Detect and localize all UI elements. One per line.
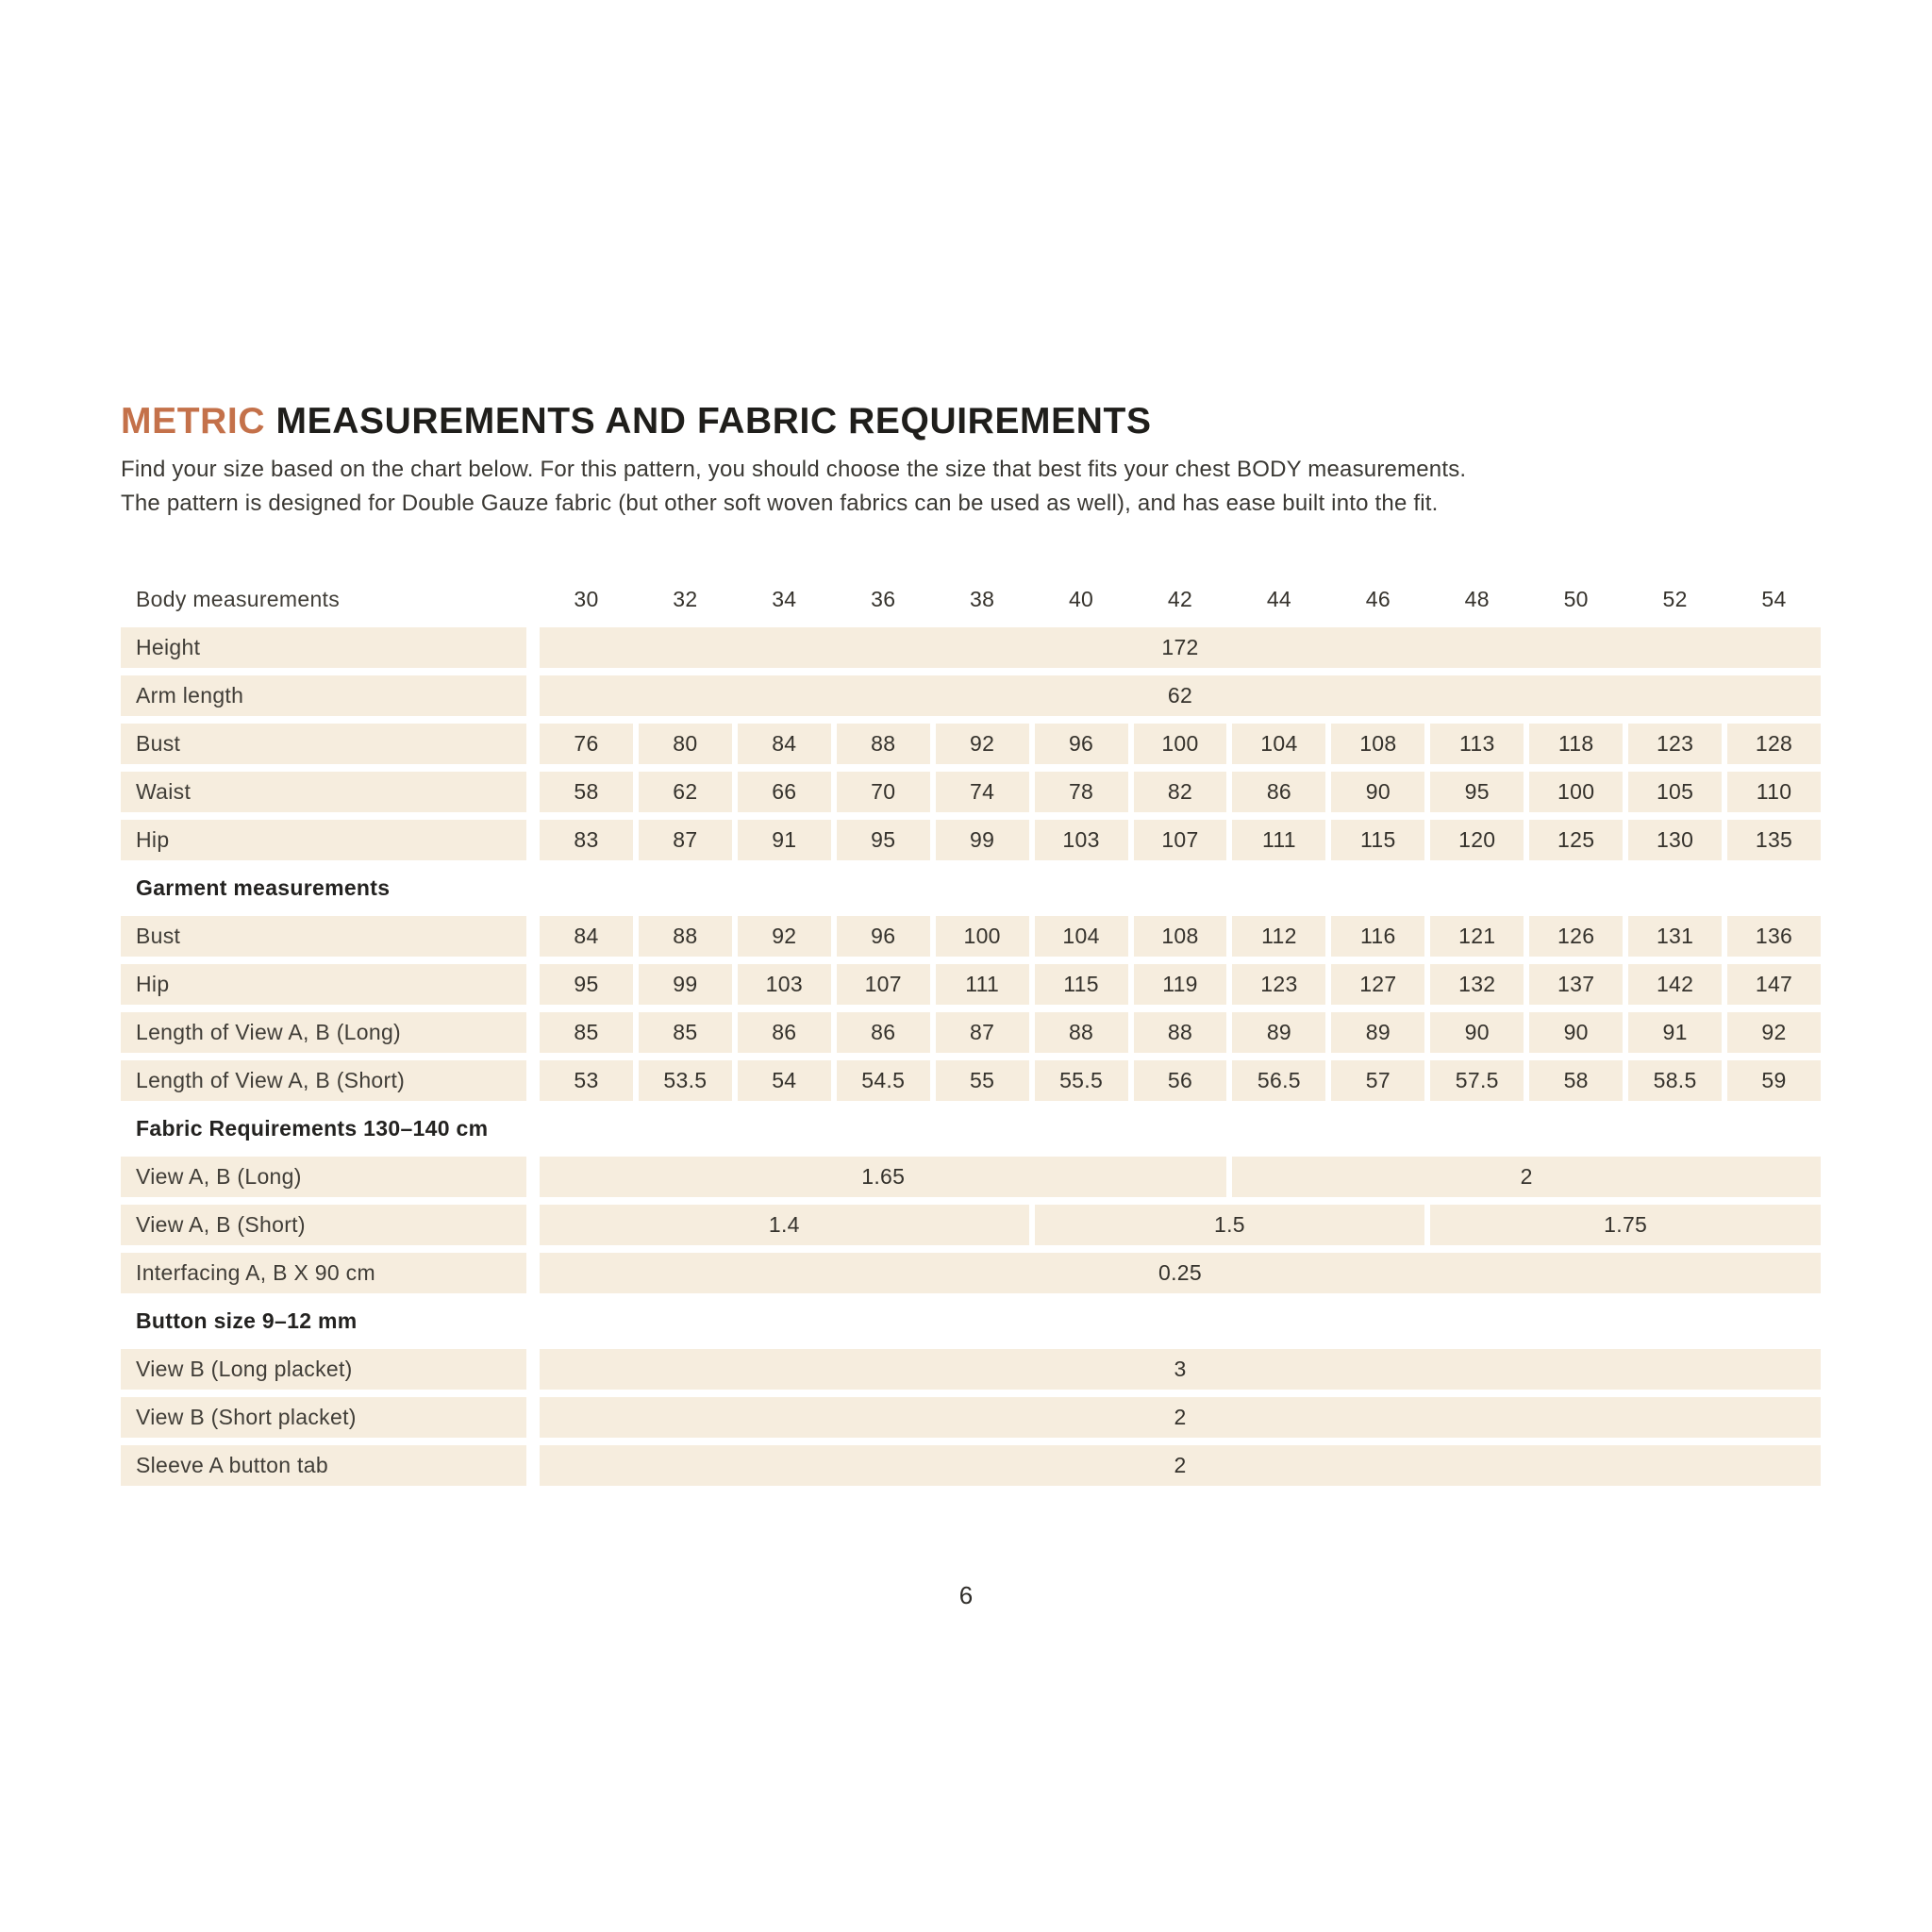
value-cell: 99: [936, 820, 1029, 860]
value-cell: 57: [1331, 1060, 1424, 1101]
value-cell: 115: [1035, 964, 1128, 1005]
value-cell: 96: [837, 916, 930, 957]
size-column-header: 38: [970, 587, 995, 611]
value-cell: 91: [738, 820, 831, 860]
row-label: View B (Long placket): [121, 1349, 526, 1390]
row-cells: [540, 964, 1821, 1005]
value-cell: 121: [1430, 916, 1524, 957]
value-cell: 123: [1628, 724, 1722, 764]
value-cell: 56.5: [1232, 1060, 1325, 1101]
size-column-header: 32: [673, 587, 698, 611]
value-cell: 96: [1035, 724, 1128, 764]
size-column-header: 34: [772, 587, 797, 611]
value-cell: 88: [639, 916, 732, 957]
row-label: Length of View A, B (Short): [121, 1060, 526, 1101]
section-title: Garment measurements: [136, 875, 391, 900]
span-value-cell: 2: [540, 1445, 1821, 1486]
value-cell: 126: [1529, 916, 1623, 957]
value-cell: 108: [1134, 916, 1227, 957]
table-row: [121, 675, 1821, 716]
value-cell: 116: [1331, 916, 1424, 957]
section-header-row: [121, 1108, 1821, 1149]
row-cells: [540, 1253, 1821, 1293]
value-cell: 127: [1331, 964, 1424, 1005]
value-cell: 88: [837, 724, 930, 764]
value-cell: 107: [1134, 820, 1227, 860]
value-cell: 105: [1628, 772, 1722, 812]
size-header-cells: [540, 579, 1821, 620]
size-column-header: 30: [574, 587, 599, 611]
row-label: Hip: [121, 820, 526, 860]
size-column-header: 54: [1761, 587, 1787, 611]
value-cell: 130: [1628, 820, 1722, 860]
span-value-cell: 2: [1232, 1157, 1821, 1197]
value-cell: 87: [639, 820, 732, 860]
table-row: [121, 964, 1821, 1005]
row-label: Interfacing A, B X 90 cm: [121, 1253, 526, 1293]
row-label: Arm length: [121, 675, 526, 716]
value-cell: 147: [1727, 964, 1821, 1005]
value-cell: 83: [540, 820, 633, 860]
size-column-header: 46: [1365, 587, 1391, 611]
size-column-header: 40: [1068, 587, 1094, 611]
span-value-cell: 1.4: [540, 1205, 1029, 1245]
table-row: [121, 1157, 1821, 1197]
value-cell: 74: [936, 772, 1029, 812]
value-cell: 100: [936, 916, 1029, 957]
value-cell: 85: [540, 1012, 633, 1053]
section-title: Button size 9–12 mm: [136, 1308, 358, 1333]
table-row: [121, 1445, 1821, 1486]
row-cells: [540, 916, 1821, 957]
value-cell: 125: [1529, 820, 1623, 860]
span-value-cell: 1.75: [1430, 1205, 1821, 1245]
intro-paragraph: [121, 453, 1821, 521]
table-row: [121, 1253, 1821, 1293]
row-cells: [540, 1012, 1821, 1053]
span-value-cell: 1.5: [1035, 1205, 1425, 1245]
value-cell: 90: [1430, 1012, 1524, 1053]
table-row: [121, 1349, 1821, 1390]
table-row: [121, 916, 1821, 957]
value-cell: 103: [738, 964, 831, 1005]
row-label: Bust: [121, 724, 526, 764]
page-number: 6: [958, 1581, 974, 1609]
row-cells: [540, 1157, 1821, 1197]
measurement-table: [121, 579, 1821, 1486]
value-cell: 111: [936, 964, 1029, 1005]
value-cell: 53.5: [639, 1060, 732, 1101]
row-cells: [540, 1205, 1821, 1245]
table-row: [121, 772, 1821, 812]
table-row: [121, 820, 1821, 860]
row-cells: [540, 820, 1821, 860]
value-cell: 90: [1529, 1012, 1623, 1053]
title-accent-word: METRIC: [121, 401, 266, 441]
size-column-header: 44: [1266, 587, 1291, 611]
size-column-header: 52: [1662, 587, 1688, 611]
value-cell: 55.5: [1035, 1060, 1128, 1101]
row-cells: [540, 724, 1821, 764]
value-cell: 84: [738, 724, 831, 764]
span-value-cell: 172: [540, 627, 1821, 668]
row-label: Waist: [121, 772, 526, 812]
value-cell: 104: [1232, 724, 1325, 764]
section-title: Fabric Requirements 130–140 cm: [136, 1116, 489, 1141]
row-label: View B (Short placket): [121, 1397, 526, 1438]
value-cell: 95: [837, 820, 930, 860]
value-cell: 107: [837, 964, 930, 1005]
value-cell: 86: [738, 1012, 831, 1053]
value-cell: 55: [936, 1060, 1029, 1101]
value-cell: 78: [1035, 772, 1128, 812]
value-cell: 62: [639, 772, 732, 812]
row-label: Sleeve A button tab: [121, 1445, 526, 1486]
row-cells: [540, 772, 1821, 812]
page-content: [121, 400, 1821, 1493]
value-cell: 137: [1529, 964, 1623, 1005]
value-cell: 136: [1727, 916, 1821, 957]
value-cell: 76: [540, 724, 633, 764]
table-row: [121, 724, 1821, 764]
value-cell: 118: [1529, 724, 1623, 764]
page-title: [121, 400, 1821, 443]
row-cells: [540, 1445, 1821, 1486]
row-label: View A, B (Short): [121, 1205, 526, 1245]
span-value-cell: 3: [540, 1349, 1821, 1390]
section-header-row: [121, 1301, 1821, 1341]
table-row: [121, 1205, 1821, 1245]
value-cell: 112: [1232, 916, 1325, 957]
value-cell: 58: [1529, 1060, 1623, 1101]
value-cell: 59: [1727, 1060, 1821, 1101]
value-cell: 54.5: [837, 1060, 930, 1101]
span-value-cell: 62: [540, 675, 1821, 716]
value-cell: 108: [1331, 724, 1424, 764]
row-label: Length of View A, B (Long): [121, 1012, 526, 1053]
value-cell: 92: [936, 724, 1029, 764]
span-value-cell: 1.65: [540, 1157, 1226, 1197]
value-cell: 54: [738, 1060, 831, 1101]
value-cell: 80: [639, 724, 732, 764]
value-cell: 86: [837, 1012, 930, 1053]
row-cells: [540, 1397, 1821, 1438]
value-cell: 82: [1134, 772, 1227, 812]
size-column-header: 50: [1563, 587, 1589, 611]
value-cell: 111: [1232, 820, 1325, 860]
section-header-row: [121, 868, 1821, 908]
value-cell: 92: [1727, 1012, 1821, 1053]
value-cell: 56: [1134, 1060, 1227, 1101]
row-label: Hip: [121, 964, 526, 1005]
intro-line-2: The pattern is designed for Double Gauze fabric (but other soft woven fabrics can be used as well), and has ease built into the fit.: [121, 491, 1439, 516]
value-cell: 99: [639, 964, 732, 1005]
value-cell: 104: [1035, 916, 1128, 957]
value-cell: 88: [1134, 1012, 1227, 1053]
value-cell: 119: [1134, 964, 1227, 1005]
value-cell: 128: [1727, 724, 1821, 764]
value-cell: 132: [1430, 964, 1524, 1005]
table-row: [121, 627, 1821, 668]
size-column-header: 36: [871, 587, 896, 611]
value-cell: 100: [1134, 724, 1227, 764]
value-cell: 88: [1035, 1012, 1128, 1053]
value-cell: 57.5: [1430, 1060, 1524, 1101]
value-cell: 53: [540, 1060, 633, 1101]
value-cell: 123: [1232, 964, 1325, 1005]
value-cell: 58.5: [1628, 1060, 1722, 1101]
value-cell: 92: [738, 916, 831, 957]
column-header-label: Body measurements: [136, 587, 341, 611]
span-value-cell: 0.25: [540, 1253, 1821, 1293]
table-row: [121, 1397, 1821, 1438]
value-cell: 58: [540, 772, 633, 812]
size-column-header: 48: [1464, 587, 1490, 611]
row-cells: [540, 1349, 1821, 1390]
value-cell: 89: [1331, 1012, 1424, 1053]
table-row: [121, 1060, 1821, 1101]
value-cell: 91: [1628, 1012, 1722, 1053]
value-cell: 89: [1232, 1012, 1325, 1053]
row-label: View A, B (Long): [121, 1157, 526, 1197]
value-cell: 95: [540, 964, 633, 1005]
value-cell: 135: [1727, 820, 1821, 860]
value-cell: 115: [1331, 820, 1424, 860]
value-cell: 87: [936, 1012, 1029, 1053]
title-rest: MEASUREMENTS AND FABRIC REQUIREMENTS: [265, 401, 1152, 441]
intro-line-1: Find your size based on the chart below. For this pattern, you should choose the size that best fits your chest BODY measurements.: [121, 457, 1467, 482]
value-cell: 110: [1727, 772, 1821, 812]
value-cell: 95: [1430, 772, 1524, 812]
value-cell: 66: [738, 772, 831, 812]
row-cells: [540, 1060, 1821, 1101]
value-cell: 90: [1331, 772, 1424, 812]
value-cell: 120: [1430, 820, 1524, 860]
value-cell: 84: [540, 916, 633, 957]
row-label: Height: [121, 627, 526, 668]
value-cell: 85: [639, 1012, 732, 1053]
span-value-cell: 2: [540, 1397, 1821, 1438]
row-label: Bust: [121, 916, 526, 957]
value-cell: 131: [1628, 916, 1722, 957]
value-cell: 70: [837, 772, 930, 812]
value-cell: 86: [1232, 772, 1325, 812]
row-cells: [540, 627, 1821, 668]
value-cell: 100: [1529, 772, 1623, 812]
table-row: [121, 1012, 1821, 1053]
value-cell: 113: [1430, 724, 1524, 764]
value-cell: 142: [1628, 964, 1722, 1005]
size-header-row: [121, 579, 1821, 620]
size-column-header: 42: [1167, 587, 1193, 611]
row-cells: [540, 675, 1821, 716]
value-cell: 103: [1035, 820, 1128, 860]
